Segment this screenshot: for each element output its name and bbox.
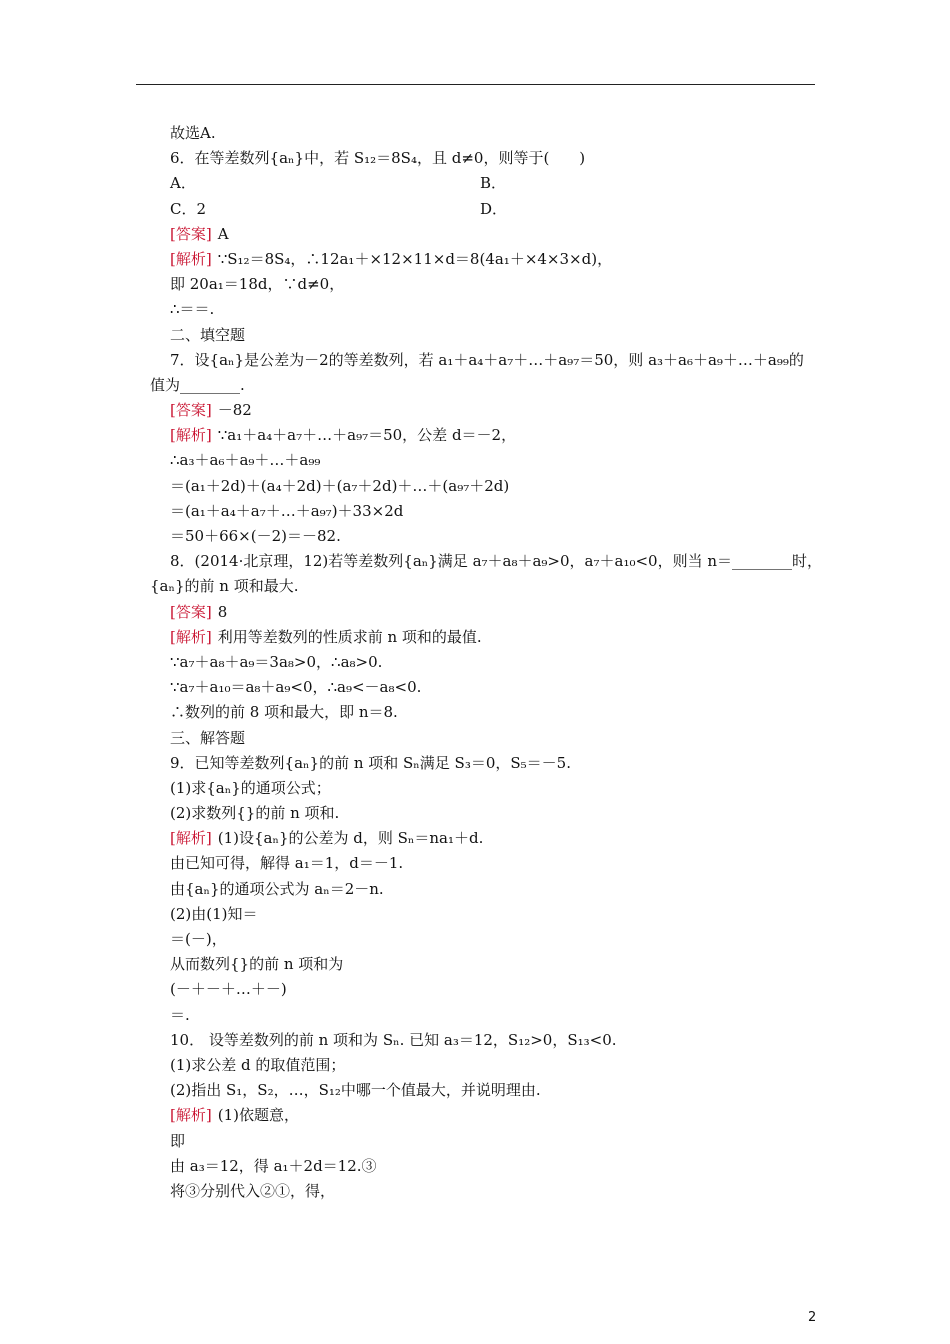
text-line xyxy=(150,398,830,423)
line-text: 由已知可得，解得 a₁＝1，d＝－1. xyxy=(170,854,404,873)
page-number: 2 xyxy=(808,1310,817,1325)
text-line xyxy=(150,1129,830,1154)
line-text: A xyxy=(217,224,229,243)
text-line xyxy=(150,1028,830,1053)
text-line xyxy=(150,146,830,171)
text-line xyxy=(150,524,830,549)
line-text: ＝(a₁＋2d)＋(a₄＋2d)＋(a₇＋2d)＋…＋(a₉₇＋2d) xyxy=(170,476,510,495)
line-text: 9．已知等差数列{aₙ}的前 n 项和 Sₙ满足 S₃＝0，S₅＝－5. xyxy=(170,753,571,772)
text-line xyxy=(150,247,830,272)
option-right-column: D． xyxy=(480,199,508,218)
line-text: ∴数列的前 8 项和最大，即 n＝8. xyxy=(170,703,398,722)
text-line xyxy=(150,297,830,322)
section-tag: [解析] xyxy=(170,829,212,848)
text-line xyxy=(150,323,830,348)
line-text: ∴a₃＋a₆＋a₉＋…＋a₉₉ xyxy=(170,451,321,470)
text-line xyxy=(150,600,830,625)
text-line xyxy=(150,700,830,725)
line-text: 6．在等差数列{aₙ}中，若 S₁₂＝8S₄，且 d≠0，则等于( ) xyxy=(170,149,586,168)
document-body xyxy=(150,121,830,1204)
text-line xyxy=(150,1103,830,1128)
text-line xyxy=(150,448,830,473)
line-text: 8 xyxy=(217,602,228,621)
text-line xyxy=(150,1078,830,1103)
text-line xyxy=(150,726,830,751)
line-text: ∵a₇＋a₈＋a₉＝3a₈>0，∴a₈>0. xyxy=(170,652,383,671)
header-rule xyxy=(136,84,815,85)
text-line xyxy=(150,272,830,297)
text-line xyxy=(150,675,830,700)
text-line xyxy=(150,121,830,146)
text-line xyxy=(150,625,830,650)
line-text: (1)求公差 d 的取值范围； xyxy=(170,1055,346,1074)
text-line xyxy=(150,474,830,499)
line-text: 值为________. xyxy=(150,375,245,394)
text-line xyxy=(150,1053,830,1078)
section-tag: [解析] xyxy=(170,627,212,646)
line-text: (2)指出 S₁，S₂，…，S₁₂中哪一个值最大，并说明理由. xyxy=(170,1081,541,1100)
line-text: 7．设{aₙ}是公差为－2的等差数列，若 a₁＋a₄＋a₇＋…＋a₉₇＝50，则 a₃＋a₆＋a₉＋…＋a₉₉的 xyxy=(170,350,804,369)
line-text: (－＋－＋…＋－) xyxy=(170,980,287,999)
text-line xyxy=(150,1003,830,1028)
text-line xyxy=(150,197,830,222)
line-text: 将③分别代入②①，得， xyxy=(170,1181,336,1200)
text-line xyxy=(150,373,830,398)
line-text: ＝(－)， xyxy=(170,930,227,948)
section-tag: [答案] xyxy=(170,224,212,243)
line-text: (1)求{aₙ}的通项公式； xyxy=(170,778,331,797)
text-line xyxy=(150,927,830,952)
line-text: A． xyxy=(170,174,196,193)
text-line xyxy=(150,549,830,574)
line-text: 故选A. xyxy=(170,124,216,142)
line-text: 10． 设等差数列的前 n 项和为 Sₙ. 已知 a₃＝12，S₁₂>0，S₁₃<0. xyxy=(170,1030,617,1049)
line-text: 由 a₃＝12，得 a₁＋2d＝12.③ xyxy=(170,1156,377,1175)
text-line xyxy=(150,851,830,876)
line-text: ＝(a₁＋a₄＋a₇＋…＋a₉₇)＋33×2d xyxy=(170,501,404,520)
option-right-column: B． xyxy=(480,174,507,193)
text-line xyxy=(150,877,830,902)
text-line xyxy=(150,423,830,448)
line-text: (2)求数列{}的前 n 项和. xyxy=(170,804,340,823)
text-line xyxy=(150,348,830,373)
line-text: ＝50＋66×(－2)＝－82. xyxy=(170,527,341,545)
line-text: ∵a₁＋a₄＋a₇＋…＋a₉₇＝50，公差 d＝－2， xyxy=(217,426,517,445)
section-tag: [解析] xyxy=(170,426,212,445)
line-text: －82 xyxy=(217,401,252,420)
line-text: ＝. xyxy=(170,1005,190,1024)
text-line xyxy=(150,650,830,675)
text-line xyxy=(150,222,830,247)
text-line xyxy=(150,499,830,524)
line-text: 即 20a₁＝18d，∵d≠0， xyxy=(170,275,345,294)
text-line xyxy=(150,1179,830,1204)
text-line xyxy=(150,574,830,599)
line-text: ∵S₁₂＝8S₄，∴12a₁＋×12×11×d＝8(4a₁＋×4×3×d)， xyxy=(217,249,613,268)
line-text: 由{aₙ}的通项公式为 aₙ＝2－n. xyxy=(170,879,384,898)
line-text: (2)由(1)知＝ xyxy=(170,904,258,923)
line-text: {aₙ}的前 n 项和最大. xyxy=(150,577,299,596)
text-line xyxy=(150,801,830,826)
text-line xyxy=(150,902,830,927)
line-text: 从而数列{}的前 n 项和为 xyxy=(170,955,344,974)
text-line xyxy=(150,952,830,977)
section-tag: [答案] xyxy=(170,401,212,420)
line-text: 二、填空题 xyxy=(170,325,246,344)
line-text: 8．(2014·北京理，12)若等差数列{aₙ}满足 a₇＋a₈＋a₉>0，a₇＋a₁₀<0，则当 n＝________时， xyxy=(170,552,823,571)
line-text: 利用等差数列的性质求前 n 项和的最值. xyxy=(217,627,482,646)
line-text: C．2 xyxy=(170,199,207,218)
text-line xyxy=(150,826,830,851)
line-text: (1)设{aₙ}的公差为 d，则 Sₙ＝na₁＋d. xyxy=(217,829,484,848)
text-line xyxy=(150,1154,830,1179)
text-line xyxy=(150,171,830,196)
line-text: (1)依题意， xyxy=(217,1106,299,1125)
line-text: ∵a₇＋a₁₀＝a₈＋a₉<0，∴a₉<－a₈<0. xyxy=(170,678,422,697)
line-text: 三、解答题 xyxy=(170,728,246,747)
section-tag: [解析] xyxy=(170,249,212,268)
text-line xyxy=(150,751,830,776)
text-line xyxy=(150,776,830,801)
line-text: 即 xyxy=(170,1131,186,1150)
line-text: ∴＝＝. xyxy=(170,300,215,319)
section-tag: [答案] xyxy=(170,602,212,621)
text-line xyxy=(150,977,830,1002)
section-tag: [解析] xyxy=(170,1106,212,1125)
